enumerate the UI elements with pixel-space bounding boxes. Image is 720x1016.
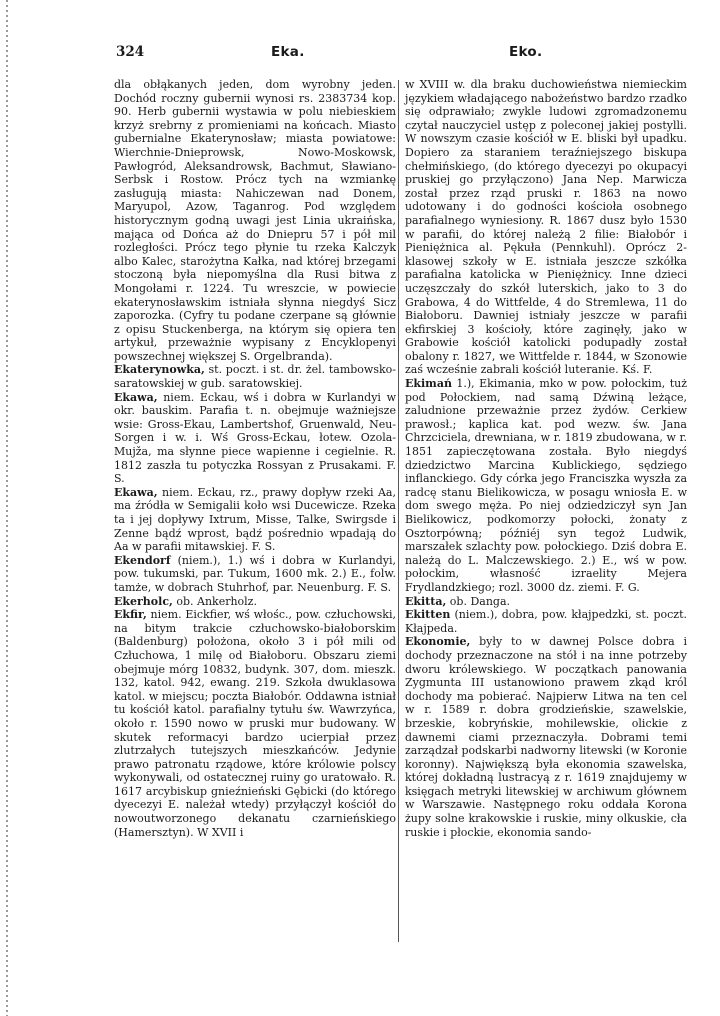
- page-number: 324: [116, 44, 145, 60]
- entry-ekitta: [405, 595, 687, 609]
- entry-continuation: [114, 78, 396, 363]
- entry-headword: Ekawa,: [114, 390, 158, 404]
- right-column: [405, 78, 687, 839]
- entry-text: dla obłąkanych jeden, dom wyrobny jeden. Dochód roczny gubernii wynosi rs. 2383734 kop. 90. Herb gubernii wystawia w polu niebieskiem krzyż srebrny z promieniami na końcach. Miasto gubernialne Ekaterynosław; miasta powiatowe: Wierchnie-Dnieprowsk, Nowo-Moskowsk, Pawłogród, Aleksandrowsk, Bachmut, Sławiano-Serbsk i Rostow. Prócz tych na wzmiankę zasługują miasta: Nahiczewan nad Donem, Maryupol, Azow, Taganrog. Pod względem historycznym godną uwagi jest Linia ukraińska, mająca od Dońca aż do Dniepru 57 i pół mil rozległości. Prócz tego płynie tu rzeka Kalczyk albo Kalec, starożytna Kałka, nad której brzegami stoczoną była niepomyślna dla Rusi bitwa z Mongołami r. 1224. Tu wreszcie, w powiecie ekaterynosławskim istniała słynna niegdyś Sicz zaporozka. (Cyfry tu podane czerpane są głównie z opisu Stuckenberga, na którym się opiera ten artykuł, przeważnie wypisany z Encyklopenyi powszechnej większej S. Orgelbranda).: [114, 78, 396, 363]
- entry-text: st. poczt. i st. dr. żel. tambowsko-saratowskiej w gub. saratowskiej.: [114, 363, 396, 391]
- entry-headword: Ekimań: [405, 377, 452, 391]
- entry-ekaterynowka: [114, 363, 396, 390]
- page-header: [0, 44, 720, 64]
- entry-ekonomie: [405, 635, 687, 839]
- running-head-left: Eka.: [271, 44, 305, 60]
- left-column: [114, 78, 396, 839]
- running-head-right: Eko.: [509, 44, 543, 60]
- entry-text: niem. Eckau, rz., prawy dopływ rzeki Aa, ma źródła w Semigalii koło wsi Ducewicze. Rzeka ta i jej dopływy Ixtrum, Misse, Talke, Swirgsde i Zenne bądź wprost, bądź pośrednio wpadają do Aa w parafii mitawskiej. F. S.: [114, 485, 396, 554]
- entry-text: w XVIII w. dla braku duchowieństwa niemieckim językiem władającego nabożeństwo bardzo rzadko się odprawiało; zwykle ludowi zgromadzonemu czytał nauczyciel ustęp z poleconej jakiej postylli. W nowszym czasie kościół w E. bliski był upadku. Dopiero za staraniem teraźniejszego biskupa chełmińskiego, (do którego dyecezyi po okupacyi pruskiej go przyłączono) Jana Nep. Marwicza został przez rząd pruski r. 1863 na nowo udotowany i do godności kościoła osobnego parafialnego wyniesiony. R. 1867 dusz było 1530 w parafii, do której należą 2 filie: Białobór i Pieniężnica al. Pękuła (Pennkuhl). Oprócz 2-klasowej szkoły w E. istniała jeszcze szkółka parafialna katolicka w Pieniężnicy. Inne dzieci uczęszczały do szkół luterskich, jako to 3 do Grabowa, 4 do Wittfelde, 4 do Stremlewa, 11 do Białoboru. Dawniej istniały jeszcze w parafii ekfirskiej 3 kościoły, które zaginęły, jako w Grabowie kościół katolicki podupadły został obalony r. 1827, we Wittfelde r. 1844, w Szonowie zaś wcześnie zabrali kościół luteranie. Kś. F.: [405, 78, 687, 377]
- column-divider: [398, 80, 399, 942]
- entry-headword: Ekitten: [405, 608, 451, 622]
- entry-headword: Ekonomie,: [405, 635, 471, 649]
- entry-text: (niem.), 1.) wś i dobra w Kurlandyi, pow. tukumski, par. Tukum, 1600 mk. 2.) E., folw. tamże, w dobrach Stuhrhof, par. Neuenburg. F. S.: [114, 553, 396, 594]
- entry-text: ob. Ankerholz.: [172, 594, 257, 608]
- entry-ekawa-river: [114, 486, 396, 554]
- entry-text: były to w dawnej Polsce dobra i dochody przeznaczone na stół i na inne potrzeby dworu królewskiego. W początkach panowania Zygmunta III ustanowiono prawem zkąd król dochody ma pobierać. Najpierw Litwa na ten cel w r. 1589 r. dobra grodzieńskie, szawelskie, brzeskie, kobryńskie, mohilewskie, olickie z dawnemi ciami przeznaczyła. Dobrami temi zarządzał podskarbi nadworny litewski (w Koronie koronny). Największą była ekonomia szawelska, której dokładną lustracyą z r. 1619 znajdujemy w księgach metryki litewskiej w archiwum głównem w Warszawie. Następnego roku oddała Korona żupy solne krakowskie i ruskie, miny olkuskie, cła ruskie i płockie, ekonomia sando-: [405, 635, 687, 839]
- entry-ekitten: [405, 608, 687, 635]
- entry-ekfir-continuation: [405, 78, 687, 377]
- entry-text: ob. Danga.: [446, 594, 511, 608]
- entry-ekawa-village: [114, 391, 396, 486]
- entry-text: 1.), Ekimania, mko w pow. połockim, tuż pod Połockiem, nad samą Dźwiną leżące, zaludnione przeważnie przez żydów. Cerkiew prawosł.; kaplica kat. pod wezw. św. Jana Chrzciciela, drewniana, w r. 1819 zbudowana, w r. 1851 zapieczętowana została. Było niegdyś dziedzictwo Marcina Kublickiego, sędziego inflanckiego. Gdy córka jego Franciszka wyszła za radcę stanu Bielikowicza, w posagu wniosła E. w dom swego męża. Po niej odziedziczył syn Jan Bielikowicz, podkomorzy połocki, żonaty z Osztorpówną; późniéj syn tegoż Ludwik, marszałek szlachty pow. połockiego. Dziś dobra E. należą do L. Malczewskiego. 2.) E., wś w pow. połockim, własność izraelity Mejera Frydlandzkiego; rozl. 3000 dz. ziemi. F. G.: [405, 377, 687, 594]
- entry-headword: Ekendorf: [114, 553, 171, 567]
- entry-ekfir: [114, 608, 396, 839]
- entry-ekiman: [405, 377, 687, 595]
- entry-headword: Ekawa,: [114, 485, 158, 499]
- entry-headword: Ekitta,: [405, 594, 447, 608]
- entry-headword: Ekerholc,: [114, 594, 173, 608]
- entry-text: (niem.), dobra, pow. kłajpedzki, st. poczt. Kłajpeda.: [405, 608, 687, 635]
- entry-text: niem. Eckau, wś i dobra w Kurlandyi w okr. bauskim. Parafia t. n. obejmuje ważniejsze wsie: Gross-Ekau, Lambertshof, Gruenwald, Neu-Sorgen i w. i. Wś Gross-Eckau, łotew. Ozola-Mujža, ma słynne piece wapienne i cegielnie. R. 1812 zaszła tu potyczka Rossyan z Prusakami. F. S.: [114, 390, 396, 486]
- entry-text: niem. Eickfier, wś włośc., pow. człuchowski, na bitym trakcie człuchowsko-białoborskim (Baldenburg) położona, około 3 i pół mili od Człuchowa, 1 milę od Białoboru. Obszaru ziemi obejmuje mórg 10832, budynk. 307, dom. mieszk. 132, katol. 942, ewang. 219. Szkoła dwuklasowa katol. w miejscu; poczta Białobór. Oddawna istniał tu kościół katol. parafialny tytułu św. Wawrzyńca, około r. 1590 nowo w pruski mur budowany. W skutek reformacyi bardzo ucierpiał przez zlutrzałych tutejszych mieszkańców. Jedynie prawo patronatu rządowe, które królowie polscy wykonywali, od ostatecznej ruiny go uratowało. R. 1617 arcybiskup gnieźnieński Gębicki (do którego dyecezyi E. należał wtedy) przyłączył kościół do nowoutworzonego dekanatu czarnieńskiego (Hamersztyn). W XVII i: [114, 608, 396, 839]
- entry-headword: Ekfir,: [114, 608, 147, 622]
- entry-ekendorf: [114, 554, 396, 595]
- entry-ekerholc: [114, 595, 396, 609]
- scan-edge-dots: [6, 0, 8, 1016]
- entry-headword: Ekaterynowka,: [114, 363, 205, 377]
